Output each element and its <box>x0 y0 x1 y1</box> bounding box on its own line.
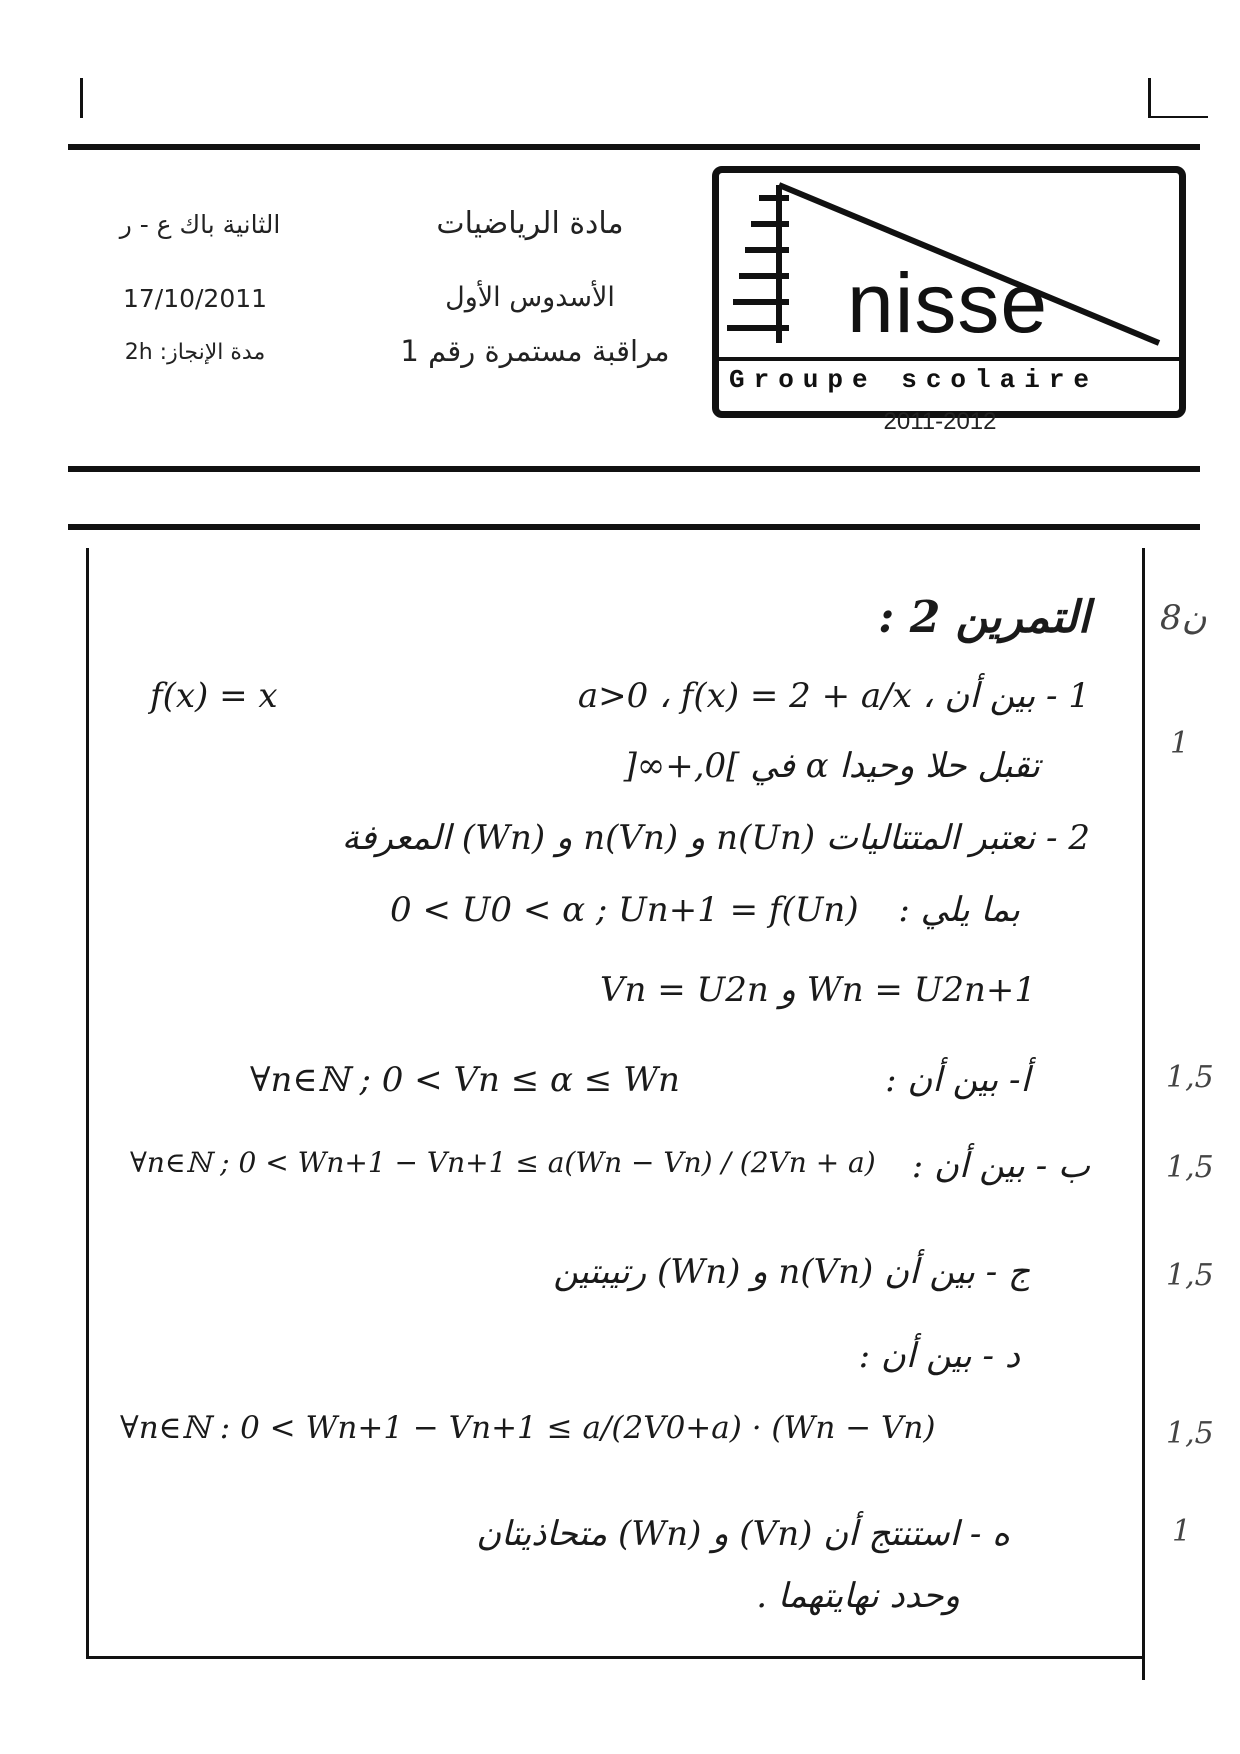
line-4-arabic: بما يلي : <box>898 890 1020 930</box>
exam-date: 17/10/2011 <box>122 284 268 313</box>
line-1-math: f(x) = x <box>150 676 278 716</box>
line-12-arabic: وحدد نهايتهما . <box>756 1576 960 1616</box>
line-8-arabic: ج - بين أن (Vn)n و (Wn) رتيبتين <box>553 1252 1030 1292</box>
logo-subtitle: Groupe scolaire <box>729 365 1099 395</box>
line-4-math: 0 < U0 < α ; Un+1 = f(Un) <box>390 890 859 930</box>
line-9-arabic: د - بين أن : <box>858 1336 1020 1376</box>
header-bottom-rule <box>68 466 1200 472</box>
exercise-points: 8ن <box>1160 598 1207 638</box>
line-10-math: ∀n∈ℕ : 0 < Wn+1 − Vn+1 ≤ a/(2V0+a) · (Wn − Vn) <box>120 1410 936 1446</box>
exam-title: مراقبة مستمرة رقم 1 <box>400 334 670 368</box>
margin-score-1: 1 <box>1170 726 1190 761</box>
corner-mark-right <box>1148 78 1151 118</box>
frame-right <box>1142 548 1145 1680</box>
corner-mark-right-foot <box>1148 116 1208 118</box>
school-logo <box>712 166 1186 418</box>
semester-title: الأسدوس الأول <box>445 282 615 313</box>
line-7-math: ∀n∈ℕ ; 0 < Wn+1 − Vn+1 ≤ a(Wn − Vn) / (2Vn + a) <box>130 1146 876 1179</box>
line-7-arabic: ب - بين أن : <box>911 1146 1090 1186</box>
line-6-arabic: أ- بين أن : <box>885 1060 1030 1100</box>
frame-left <box>86 548 89 1658</box>
margin-score-6: 1 <box>1172 1514 1192 1549</box>
exam-duration: مدة الإنجاز: 2h <box>124 340 266 365</box>
header-top-rule <box>68 144 1200 150</box>
margin-score-3: 1,5 <box>1166 1150 1214 1185</box>
line-1-arabic: 1 - بين أن ، a>0 ، f(x) = 2 + a/x <box>577 676 1090 716</box>
exercise-title: التمرين 2 : <box>878 592 1090 643</box>
corner-mark-left <box>80 78 83 118</box>
margin-score-5: 1,5 <box>1166 1416 1214 1451</box>
class-level: الثانية باك ع - ر <box>119 210 281 239</box>
line-2-arabic: تقبل حلا وحيدا α في ]0,+∞[ <box>623 746 1040 786</box>
content-top-rule <box>68 524 1200 530</box>
line-11-arabic: ه - استنتج أن (Vn) و (Wn) متحاذيتان <box>476 1514 1010 1554</box>
frame-bottom <box>86 1656 1144 1659</box>
subject-title: مادة الرياضيات <box>436 206 624 241</box>
logo-name: nisse <box>847 256 1049 350</box>
margin-score-4: 1,5 <box>1166 1258 1214 1293</box>
school-year: 2011-2012 <box>883 408 997 435</box>
line-3-arabic: 2 - نعتبر المتتاليات (Un)n و (Vn)n و (Wn) المعرفة <box>341 818 1090 858</box>
line-6-math: ∀n∈ℕ ; 0 < Vn ≤ α ≤ Wn <box>250 1060 680 1100</box>
line-5-math: Vn = U2n و Wn = U2n+1 <box>600 970 1037 1010</box>
margin-score-2: 1,5 <box>1166 1060 1214 1095</box>
